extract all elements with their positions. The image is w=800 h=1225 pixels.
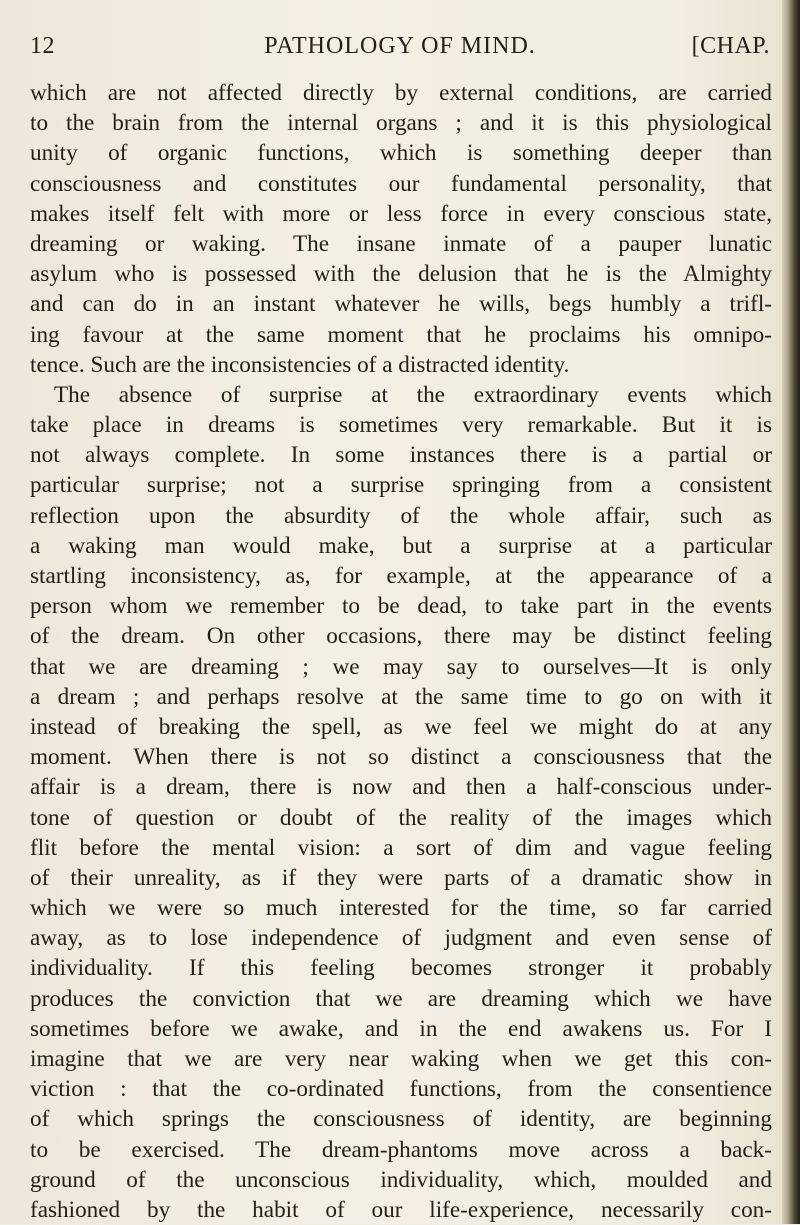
text-line: individuality. If this feeling becomes stronger it probably xyxy=(30,955,772,982)
text-line: away, as to lose independence of judgment and even sense of xyxy=(30,925,772,952)
text-line: which are not affected directly by external conditions, are carried xyxy=(30,80,772,106)
running-title: PATHOLOGY OF MIND. xyxy=(264,33,536,59)
text-line: consciousness and constitutes our fundamental personality, that xyxy=(30,170,772,197)
text-line: asylum who is possessed with the delusion that he is the Almighty xyxy=(30,261,772,288)
text-line: imagine that we are very near waking when we get this con- xyxy=(30,1046,772,1072)
text-line: a dream ; and perhaps resolve at the same time to go on with it xyxy=(30,683,772,710)
text-line: which we were so much interested for the time, so far carried xyxy=(30,895,772,922)
text-line: not always complete. In some instances there is a partial or xyxy=(30,442,772,469)
book-edge-shadow xyxy=(782,0,800,1224)
text-line: moment. When there is not so distinct a consciousness that the xyxy=(30,744,772,771)
text-line: unity of organic functions, which is something deeper than xyxy=(30,140,772,167)
body-text xyxy=(30,78,772,1225)
text-line: particular surprise; not a surprise springing from a consistent xyxy=(30,472,772,499)
page-header xyxy=(30,30,770,62)
page-number: 12 xyxy=(30,33,55,59)
text-line: tence. Such are the inconsistencies of a distracted identity. xyxy=(30,351,570,378)
text-line: viction : that the co-ordinated functions, from the consentience xyxy=(30,1076,772,1103)
chapter-mark: [CHAP. xyxy=(691,33,770,59)
text-line: person whom we remember to be dead, to take part in the events xyxy=(30,593,772,620)
text-line: to the brain from the internal organs ; and it is this physiological xyxy=(30,110,772,137)
text-line: instead of breaking the spell, as we feel we might do at any xyxy=(30,713,772,740)
text-line: startling inconsistency, as, for example, at the appearance of a xyxy=(30,563,772,589)
text-line: ground of the unconscious individuality, which, moulded and xyxy=(30,1166,772,1193)
text-line: sometimes before we awake, and in the end awakens us. For I xyxy=(30,1015,772,1042)
text-line: to be exercised. The dream-phantoms move across a back- xyxy=(30,1136,772,1163)
text-line: and can do in an instant whatever he wills, begs humbly a trifl- xyxy=(30,291,772,318)
text-line: of the dream. On other occasions, there may be distinct feeling xyxy=(30,623,772,650)
text-line: tone of question or doubt of the reality of the images which xyxy=(30,804,772,831)
text-line: that we are dreaming ; we may say to ourselves—It is only xyxy=(30,653,772,680)
text-line: take place in dreams is sometimes very remarkable. But it is xyxy=(30,412,772,439)
text-line: flit before the mental vision: a sort of dim and vague feeling xyxy=(30,834,772,861)
text-line: of which springs the consciousness of identity, are beginning xyxy=(30,1106,772,1133)
text-line: produces the conviction that we are dreaming which we have xyxy=(30,985,772,1012)
text-line: ing favour at the same moment that he proclaims his omnipo- xyxy=(30,321,772,348)
text-line: a waking man would make, but a surprise at a particular xyxy=(30,532,772,559)
text-line: affair is a dream, there is now and then a half-conscious under- xyxy=(30,774,772,801)
paragraph-start-line: The absence of surprise at the extraordinary events which xyxy=(54,381,772,408)
text-line: makes itself felt with more or less force in every conscious state, xyxy=(30,200,772,227)
text-line: dreaming or waking. The insane inmate of a pauper lunatic xyxy=(30,230,772,257)
text-line: fashioned by the habit of our life-experience, necessarily con- xyxy=(30,1196,772,1223)
text-line: reflection upon the absurdity of the whole affair, such as xyxy=(30,502,772,529)
text-line: of their unreality, as if they were parts of a dramatic show in xyxy=(30,864,772,891)
